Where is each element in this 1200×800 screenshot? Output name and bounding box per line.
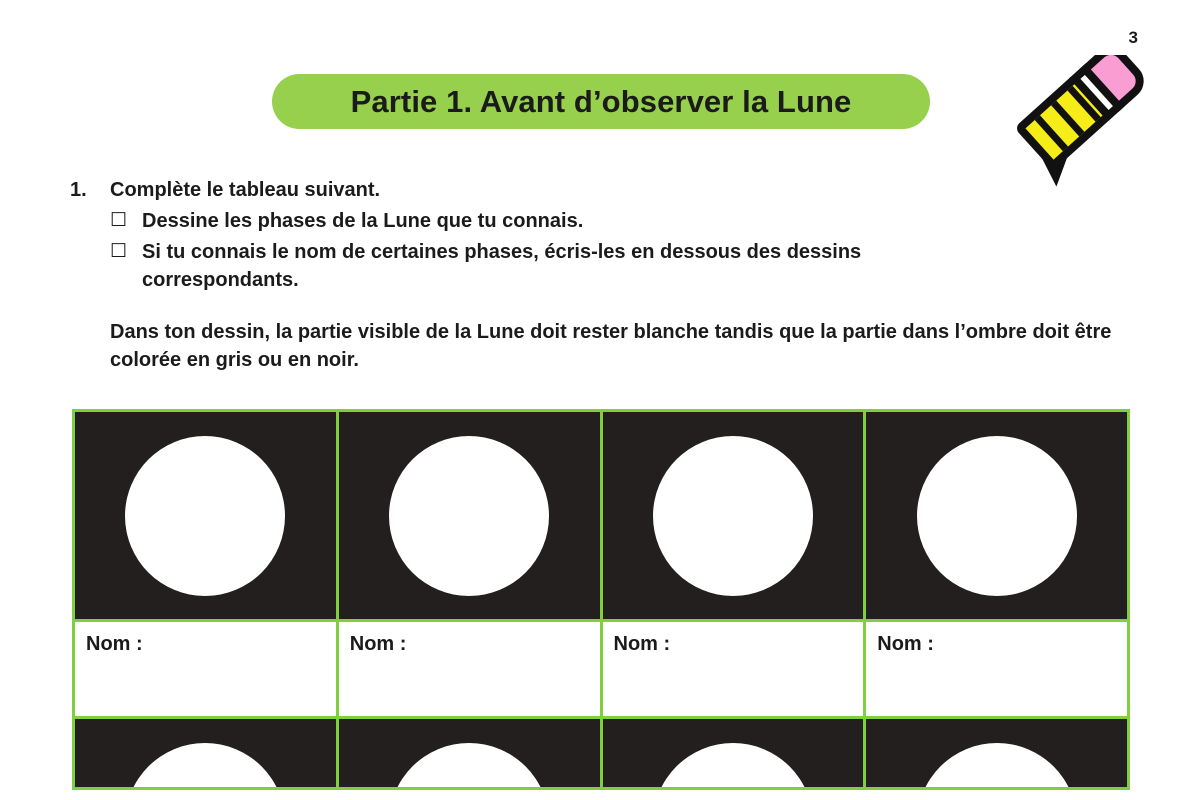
name-label: Nom : bbox=[86, 633, 143, 655]
table-row-name bbox=[74, 621, 1129, 718]
table-row-draw bbox=[74, 718, 1129, 789]
phase-name-cell[interactable] bbox=[74, 621, 338, 718]
page-title: Partie 1. Avant d’observer la Lune bbox=[350, 83, 852, 119]
instruction-bullet-item bbox=[110, 207, 1130, 235]
question-1-row bbox=[70, 176, 1130, 204]
moon-circle-icon bbox=[125, 436, 285, 596]
name-label: Nom : bbox=[613, 633, 671, 655]
instruction-bullet-text: Dessine les phases de la Lune que tu connais. bbox=[142, 210, 584, 232]
moon-circle-icon bbox=[389, 436, 549, 596]
instruction-bullet-item bbox=[110, 238, 1130, 294]
phase-draw-cell[interactable] bbox=[865, 718, 1129, 789]
moon-circle-icon bbox=[917, 743, 1077, 789]
section-title-banner bbox=[272, 74, 930, 129]
checkbox-icon[interactable]: ☐ bbox=[110, 241, 128, 262]
name-label: Nom : bbox=[349, 633, 407, 655]
moon-circle-icon bbox=[389, 743, 549, 789]
moon-circle-icon bbox=[917, 436, 1077, 596]
question-number: 1. bbox=[70, 179, 87, 201]
question-text: Complète le tableau suivant. bbox=[110, 179, 381, 201]
moon-circle-icon bbox=[653, 743, 813, 789]
phase-draw-cell[interactable] bbox=[865, 411, 1129, 621]
instructions-block bbox=[70, 176, 1130, 294]
name-label: Nom : bbox=[877, 633, 934, 655]
phase-name-cell[interactable] bbox=[601, 621, 865, 718]
phase-draw-cell[interactable] bbox=[337, 718, 601, 789]
pencil-icon bbox=[1008, 55, 1158, 195]
phase-name-cell[interactable] bbox=[337, 621, 601, 718]
table-row-draw bbox=[74, 411, 1129, 621]
instruction-note: Dans ton dessin, la partie visible de la Lune doit rester blanche tandis que la partie dans l’ombre doit être colorée en gris ou en noir. bbox=[110, 321, 1112, 371]
phase-draw-cell[interactable] bbox=[337, 411, 601, 621]
phase-draw-cell[interactable] bbox=[74, 411, 338, 621]
moon-phase-table bbox=[72, 409, 1130, 790]
phase-name-cell[interactable] bbox=[865, 621, 1129, 718]
page-number: 3 bbox=[1128, 28, 1138, 47]
phase-draw-cell[interactable] bbox=[601, 411, 865, 621]
checkbox-icon[interactable]: ☐ bbox=[110, 210, 128, 231]
phase-draw-cell[interactable] bbox=[74, 718, 338, 789]
moon-circle-icon bbox=[125, 743, 285, 789]
instruction-bullet-list bbox=[70, 207, 1130, 294]
moon-circle-icon bbox=[653, 436, 813, 596]
instruction-bullet-text: Si tu connais le nom de certaines phases, écris-les en dessous des dessins correspondants. bbox=[142, 241, 862, 291]
phase-draw-cell[interactable] bbox=[601, 718, 865, 789]
